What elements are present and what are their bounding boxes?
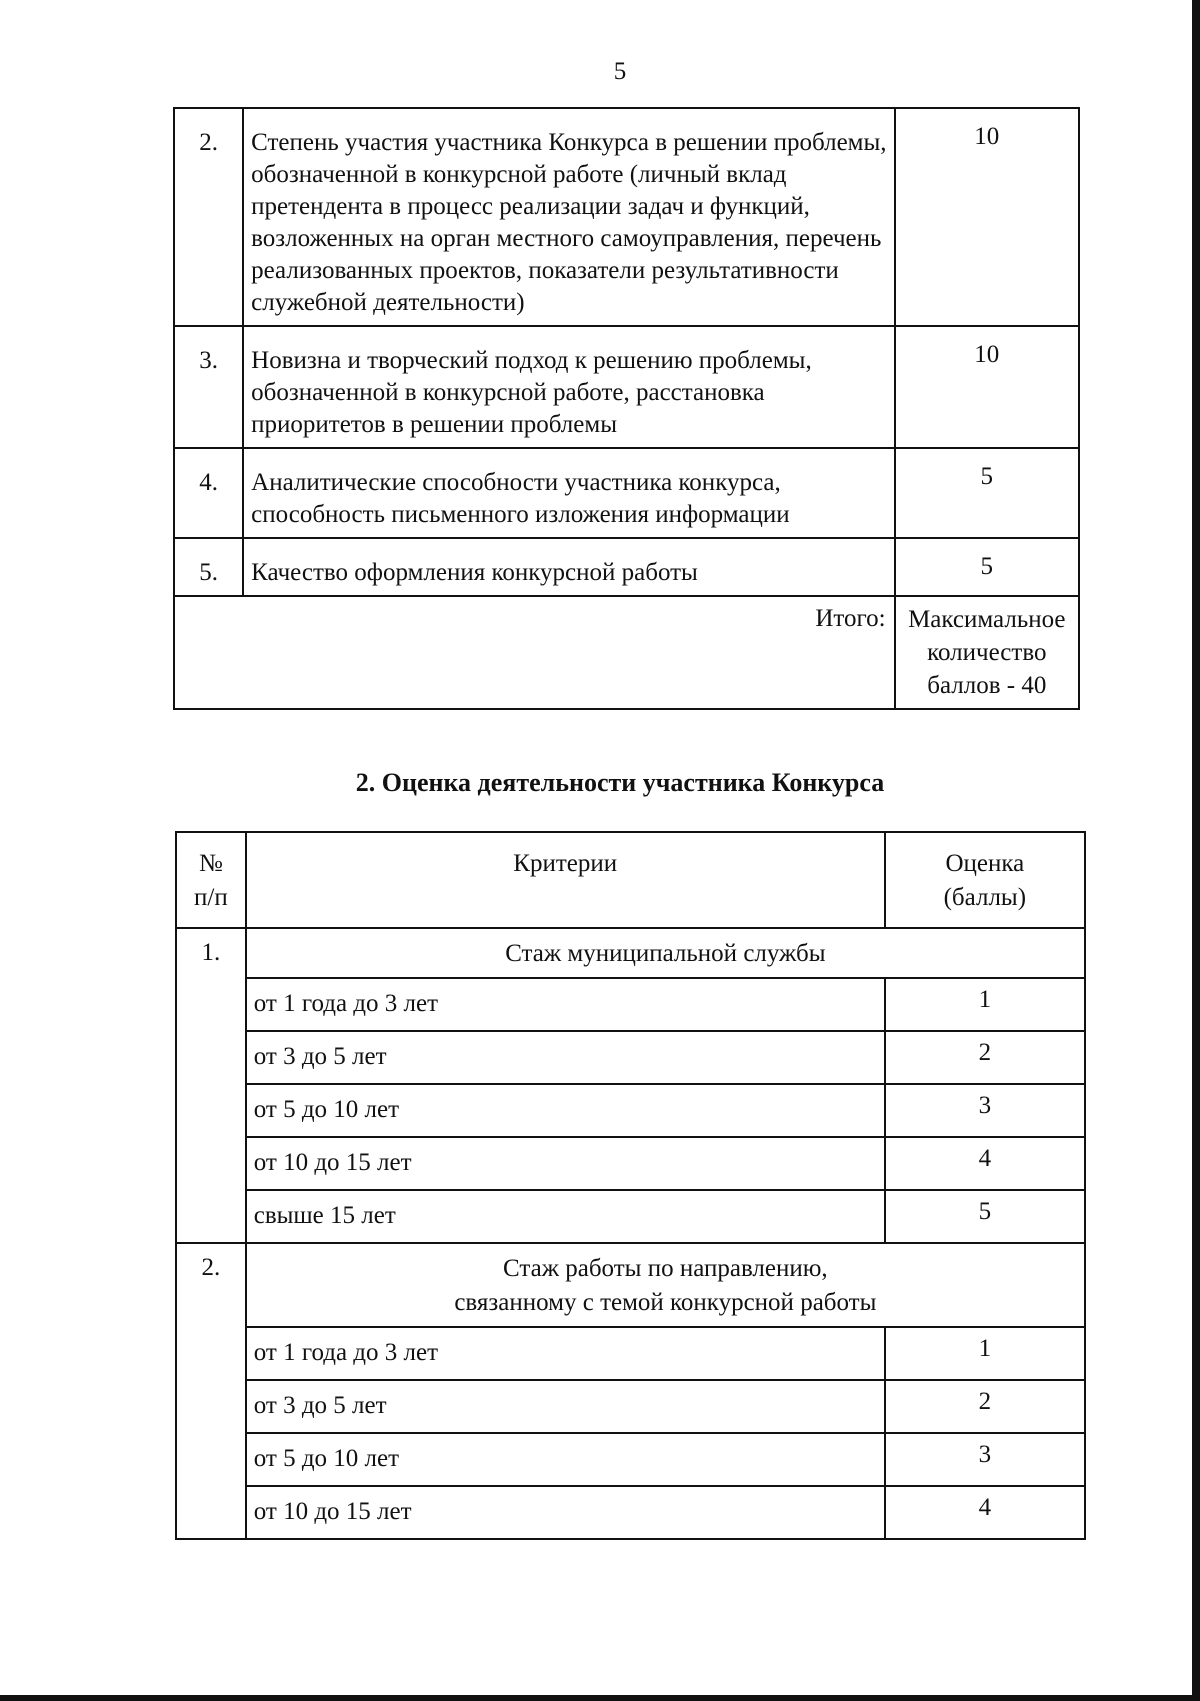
row-number: 4. xyxy=(174,448,243,538)
table-row xyxy=(176,1327,1085,1380)
criterion-score: 10 xyxy=(895,326,1079,448)
item-score: 2 xyxy=(885,1031,1085,1084)
header-number xyxy=(176,832,246,928)
criterion-score: 5 xyxy=(895,448,1079,538)
evaluation-table-2 xyxy=(175,831,1086,1540)
item-score: 3 xyxy=(885,1433,1085,1486)
header-number-line: № xyxy=(198,850,223,877)
total-row xyxy=(174,596,1079,709)
item-score: 5 xyxy=(885,1190,1085,1243)
total-value-line: количество xyxy=(927,639,1047,666)
criterion-score: 10 xyxy=(895,108,1079,326)
item-label: от 10 до 15 лет xyxy=(246,1137,885,1190)
item-label: от 3 до 5 лет xyxy=(246,1031,885,1084)
row-number: 2. xyxy=(174,108,243,326)
item-score: 1 xyxy=(885,978,1085,1031)
scan-edge-bottom xyxy=(0,1695,1200,1701)
group-title-line: Стаж работы по направлению, xyxy=(503,1255,828,1282)
total-label: Итого: xyxy=(174,596,895,709)
table-row xyxy=(174,108,1079,326)
group-title: Стаж муниципальной службы xyxy=(246,928,1085,978)
item-score: 4 xyxy=(885,1486,1085,1539)
group-row xyxy=(176,1243,1085,1327)
header-criteria: Критерии xyxy=(246,832,885,928)
page-number: 5 xyxy=(613,58,627,85)
table-row xyxy=(176,1486,1085,1539)
item-label: от 3 до 5 лет xyxy=(246,1380,885,1433)
group-number: 1. xyxy=(176,928,246,1243)
row-number: 5. xyxy=(174,538,243,596)
total-value xyxy=(895,596,1079,709)
evaluation-table-1 xyxy=(173,107,1080,710)
item-label: от 5 до 10 лет xyxy=(246,1433,885,1486)
scan-edge-right xyxy=(1192,0,1200,1701)
group-number: 2. xyxy=(176,1243,246,1539)
table-row xyxy=(176,978,1085,1031)
header-score-line: (баллы) xyxy=(943,884,1027,911)
header-number-line: п/п xyxy=(194,884,228,911)
item-label: от 1 года до 3 лет xyxy=(246,978,885,1031)
total-value-line: баллов - 40 xyxy=(927,672,1047,699)
row-number: 3. xyxy=(174,326,243,448)
criterion-text: Новизна и творческий подход к решению проблемы, обозначенной в конкурсной работе, расстановка приоритетов в решении проблемы xyxy=(243,326,894,448)
item-label: свыше 15 лет xyxy=(246,1190,885,1243)
header-score-line: Оценка xyxy=(945,850,1025,877)
item-score: 2 xyxy=(885,1380,1085,1433)
table-row xyxy=(176,1190,1085,1243)
table-row xyxy=(174,538,1079,596)
group-row xyxy=(176,928,1085,978)
criterion-score: 5 xyxy=(895,538,1079,596)
criterion-text: Степень участия участника Конкурса в решении проблемы, обозначенной в конкурсной работе (личный вклад претендента в процесс реализации задач и функций, возложенных на орган местного самоуправления, перечень реализованных проектов, показатели результативности служебной деятельности) xyxy=(243,108,894,326)
table-row xyxy=(176,1380,1085,1433)
section-heading: 2. Оценка деятельности участника Конкурса xyxy=(355,768,885,797)
table-row xyxy=(174,326,1079,448)
item-score: 4 xyxy=(885,1137,1085,1190)
table-row xyxy=(176,1031,1085,1084)
item-label: от 10 до 15 лет xyxy=(246,1486,885,1539)
header-score xyxy=(885,832,1085,928)
criterion-text: Качество оформления конкурсной работы xyxy=(243,538,894,596)
table-row xyxy=(176,1433,1085,1486)
criterion-text: Аналитические способности участника конкурса, способность письменного изложения информации xyxy=(243,448,894,538)
header-row xyxy=(176,832,1085,928)
item-score: 3 xyxy=(885,1084,1085,1137)
group-title xyxy=(246,1243,1085,1327)
table-row xyxy=(174,448,1079,538)
group-title-line: связанному с темой конкурсной работы xyxy=(454,1289,877,1316)
total-value-line: Максимальное xyxy=(908,606,1066,633)
item-label: от 1 года до 3 лет xyxy=(246,1327,885,1380)
table-row xyxy=(176,1137,1085,1190)
item-score: 1 xyxy=(885,1327,1085,1380)
item-label: от 5 до 10 лет xyxy=(246,1084,885,1137)
table-row xyxy=(176,1084,1085,1137)
